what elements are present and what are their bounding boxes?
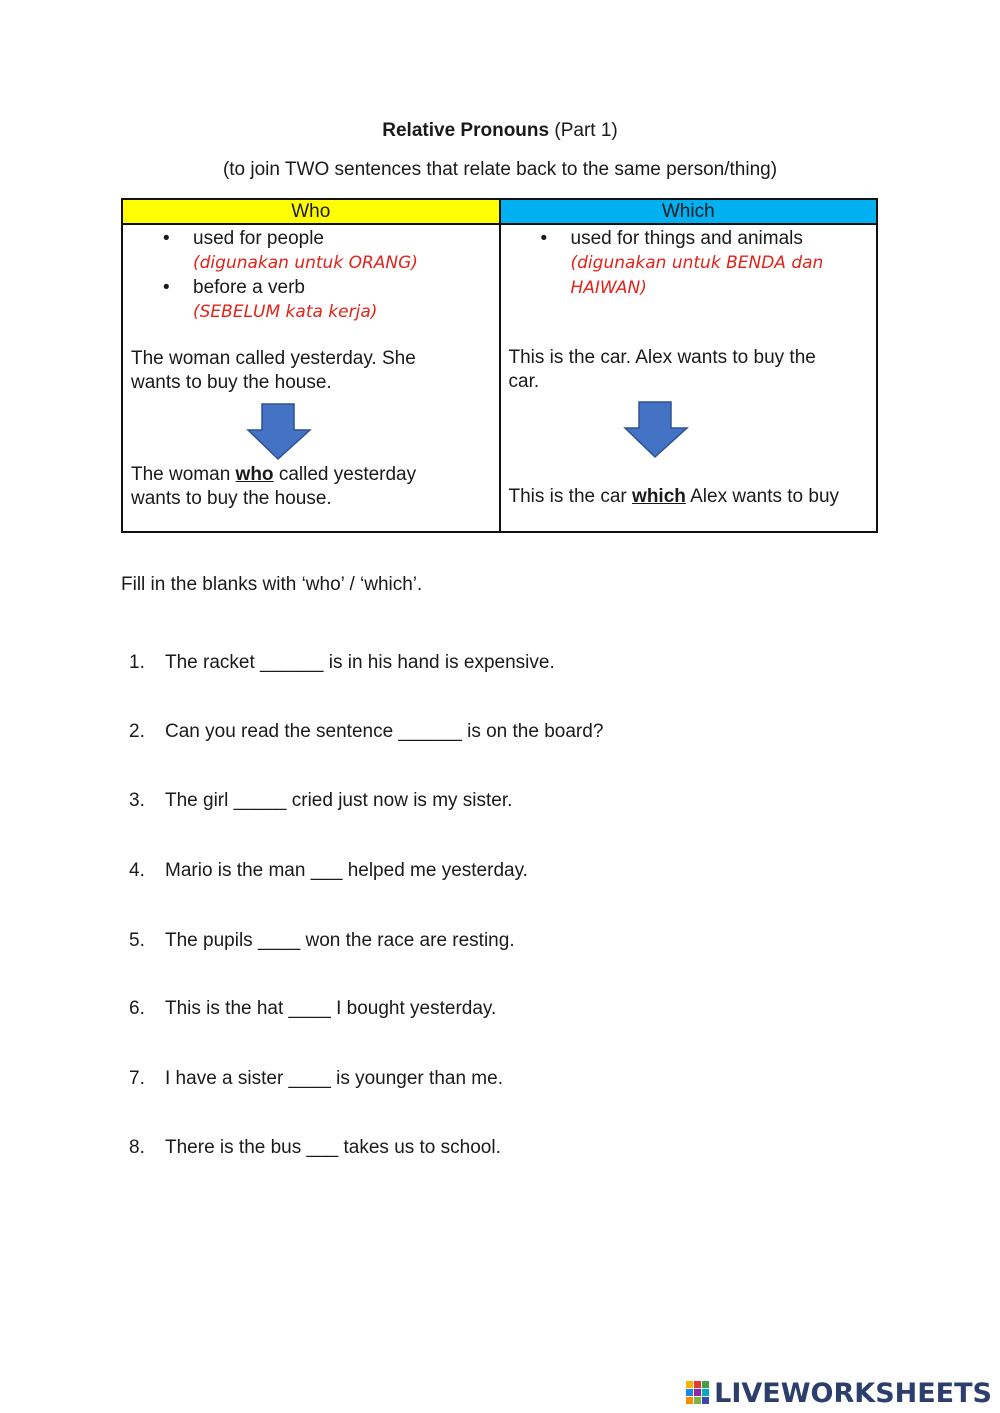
- question-item: [129, 721, 603, 743]
- which-example-after: [509, 485, 840, 509]
- which-keyword: which: [632, 486, 686, 507]
- who-example-after-line: wants to buy the house.: [131, 488, 332, 509]
- which-cell: [500, 224, 878, 532]
- which-point-malay: HAIWAN): [570, 278, 647, 298]
- down-arrow-icon: [623, 401, 689, 459]
- question-item: [129, 930, 515, 952]
- question-number: 1.: [129, 652, 145, 673]
- which-point-text: used for things and animals: [570, 228, 803, 249]
- question-number: 2.: [129, 721, 145, 742]
- title-part: (Part 1): [549, 120, 618, 141]
- question-text: Can you read the sentence ______ is on the board?: [165, 721, 604, 742]
- page-subtitle: (to join TWO sentences that relate back to the same person/thing): [222, 159, 778, 180]
- who-point-malay: (SEBELUM kata kerja): [193, 302, 378, 322]
- down-arrow-icon: [246, 403, 312, 461]
- who-header: Who: [122, 199, 500, 224]
- question-number: 8.: [129, 1137, 145, 1158]
- who-point: [123, 227, 499, 276]
- who-point: [123, 276, 499, 325]
- who-example-before-line: wants to buy the house.: [131, 372, 332, 393]
- who-example-before: [131, 347, 416, 395]
- liveworksheets-logo-icon: [685, 1379, 711, 1407]
- who-example-before-line: The woman called yesterday. She: [131, 348, 416, 369]
- which-example-before: [509, 346, 816, 394]
- question-number: 6.: [129, 998, 145, 1019]
- question-number: 3.: [129, 790, 145, 811]
- question-item: [129, 860, 528, 882]
- which-example-before-line: car.: [508, 371, 540, 392]
- which-example-before-line: This is the car. Alex wants to buy the: [508, 347, 816, 368]
- question-text: The pupils ____ won the race are resting.: [165, 930, 515, 951]
- who-point-text: used for people: [193, 228, 324, 249]
- question-item: [129, 1068, 503, 1090]
- who-example-after-post: called yesterday: [273, 464, 417, 485]
- question-number: 5.: [129, 930, 145, 951]
- question-text: Mario is the man ___ helped me yesterday.: [165, 860, 528, 881]
- which-example-after-pre: This is the car: [508, 486, 633, 507]
- who-keyword: who: [235, 464, 274, 485]
- rules-table: [121, 198, 878, 533]
- who-example-after-line: [131, 463, 416, 487]
- who-example-after: [131, 463, 416, 511]
- question-item: [129, 998, 496, 1020]
- question-text: The racket ______ is in his hand is expensive.: [165, 652, 555, 673]
- question-number: 4.: [129, 860, 145, 881]
- page-title: [0, 120, 1000, 142]
- liveworksheets-logo[interactable]: [685, 1377, 992, 1409]
- question-text: This is the hat ____ I bought yesterday.: [165, 998, 497, 1019]
- who-example-after-pre: The woman: [131, 464, 236, 485]
- question-text: The girl _____ cried just now is my sister.: [165, 790, 513, 811]
- which-example-after-post: Alex wants to buy: [685, 486, 840, 507]
- which-header: Which: [500, 199, 878, 224]
- question-item: [129, 1137, 501, 1159]
- which-point: [501, 227, 877, 301]
- who-point-malay: (digunakan untuk ORANG): [193, 253, 418, 273]
- which-points: [501, 227, 877, 301]
- which-example-after-line: [509, 485, 840, 509]
- question-number: 7.: [129, 1068, 145, 1089]
- which-point-malay: (digunakan untuk BENDA dan: [570, 253, 824, 273]
- question-text: There is the bus ___ takes us to school.: [165, 1137, 501, 1158]
- who-points: [123, 227, 499, 325]
- question-text: I have a sister ____ is younger than me.: [165, 1068, 503, 1089]
- instruction: Fill in the blanks with ‘who’ / ‘which’.: [121, 574, 423, 595]
- who-cell: [122, 224, 500, 532]
- who-point-text: before a verb: [193, 277, 305, 298]
- question-item: [129, 652, 555, 674]
- logo-text: LIVEWORKSHEETS: [714, 1377, 992, 1409]
- question-item: [129, 790, 512, 812]
- title-bold: Relative Pronouns: [382, 120, 550, 141]
